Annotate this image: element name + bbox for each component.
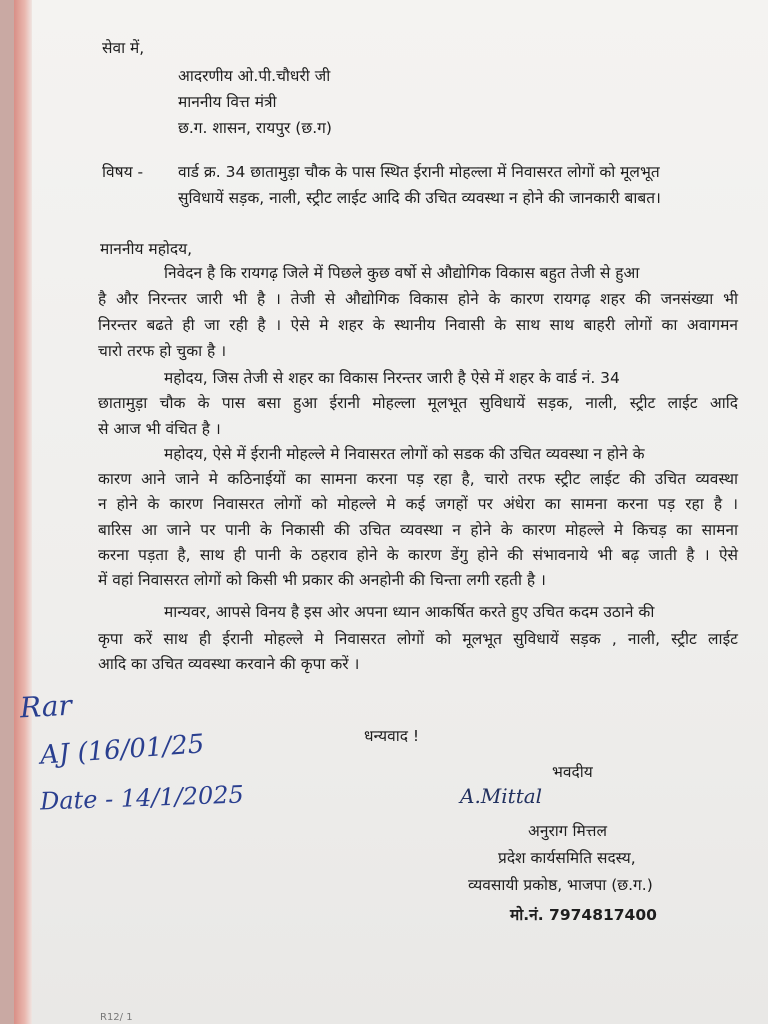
closing-text: भवदीय <box>552 763 593 781</box>
handwritten-note-2: AJ (16/01/25 <box>39 729 206 771</box>
page-edge-shadow <box>14 0 32 1024</box>
body-line: मान्यवर, आपसे विनय है इस ओर अपना ध्यान आकर्षित करते हुए उचित कदम उठाने की <box>164 603 655 621</box>
subject-label: विषय - <box>102 163 144 181</box>
handwritten-note-1: Rar <box>19 688 73 725</box>
body-line: कारण आने जाने मे कठिनाईयों का सामना करना पड़ रहा है, चारो तरफ स्ट्रीट लाईट की उचित व्यवस्था <box>98 470 738 488</box>
footer-mark: R12/ 1 <box>100 1012 133 1023</box>
body-line: चारो तरफ हो चुका है । <box>98 342 227 360</box>
body-line: बारिस आ जाने पर पानी के निकासी की उचित व्यवस्था न होने के कारण मोहल्ले मे किचड़ का सामना <box>98 521 738 539</box>
subject-line-2: सुविधायें सड़क, नाली, स्ट्रीट लाईट आदि की उचित व्यवस्था न होने की जानकारी बाबत। <box>178 189 661 207</box>
body-line: कृपा करें साथ ही ईरानी मोहल्ले मे निवासरत लोगों को मूलभूत सुविधायें सड़क , नाली, स्ट्रीट लाईट <box>98 630 738 648</box>
body-line: निरन्तर बढते ही जा रही है । ऐसे मे शहर के स्थानीय निवासी के साथ साथ बाहरी लोगों का अवागमन <box>98 316 738 334</box>
body-line: छातामुड़ा चौक के पास बसा हुआ ईरानी मोहल्ला मूलभूत सुविधायें सड़क, नाली, स्ट्रीट लाईट आदि <box>98 394 738 412</box>
body-line: महोदय, जिस तेजी से शहर का विकास निरन्तर जारी है ऐसे में शहर के वार्ड नं. 34 <box>164 369 620 387</box>
sender-signature: A.Mittal <box>460 784 543 808</box>
body-line: न होने के कारण निवासरत लोगों को मोहल्ले मे कई जगहों पर अंधेरा का सामना करना पड़ रहा है । <box>98 495 738 513</box>
handwritten-date: Date - 14/1/2025 <box>39 780 245 816</box>
recipient-line-3: छ.ग. शासन, रायपुर (छ.ग) <box>178 119 332 137</box>
body-line: करना पड़ता है, साथ ही पानी के ठहराव होने के कारण डेंगु होने की संभावनाये भी बढ़ जाती है । ऐसे <box>98 546 738 564</box>
body-line: से आज भी वंचित है । <box>98 420 221 438</box>
letter-page <box>14 0 768 1024</box>
sender-name: अनुराग मित्तल <box>528 822 607 840</box>
recipient-line-2: माननीय वित्त मंत्री <box>178 93 277 111</box>
salutation-to: सेवा में, <box>102 39 145 57</box>
sender-designation: प्रदेश कार्यसमिति सदस्य, <box>498 849 636 867</box>
sender-mobile: मो.नं. 7974817400 <box>510 906 657 924</box>
body-line: आदि का उचित व्यवस्था करवाने की कृपा करें । <box>98 655 360 673</box>
body-line: है और निरन्तर जारी भी है । तेजी से औद्योगिक विकास होने के कारण रायगढ़ शहर की जनसंख्या भी <box>98 290 738 308</box>
body-line: महोदय, ऐसे में ईरानी मोहल्ले मे निवासरत लोगों को सडक की उचित व्यवस्था न होने के <box>164 445 645 463</box>
greeting: माननीय महोदय, <box>100 240 193 258</box>
body-line: में वहां निवासरत लोगों को किसी भी प्रकार की अनहोनी की चिन्ता लगी रहती है । <box>98 571 546 589</box>
thanks-text: धन्यवाद ! <box>364 727 420 745</box>
recipient-line-1: आदरणीय ओ.पी.चौधरी जी <box>178 67 331 85</box>
body-line: निवेदन है कि रायगढ़ जिले में पिछले कुछ वर्षो से औद्योगिक विकास बहुत तेजी से हुआ <box>164 264 640 282</box>
subject-line-1: वार्ड क्र. 34 छातामुड़ा चौक के पास स्थित ईरानी मोहल्ला में निवासरत लोगों को मूलभूत <box>178 163 660 181</box>
sender-organization: व्यवसायी प्रकोष्ठ, भाजपा (छ.ग.) <box>468 876 653 894</box>
